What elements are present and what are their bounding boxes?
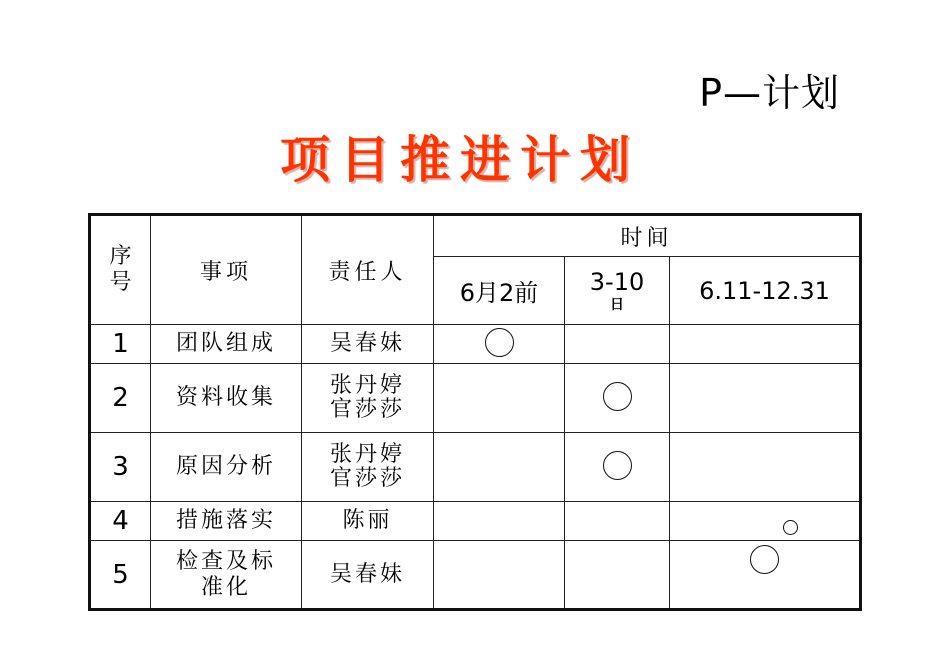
row-number: 3 [90, 433, 151, 502]
row-period-2 [565, 502, 670, 541]
table-row [90, 433, 861, 502]
row-period-3 [670, 364, 861, 433]
row-period-3 [670, 502, 861, 541]
row-task: 原因分析 [151, 433, 302, 502]
planned-circle-icon [783, 520, 798, 535]
header-period-3: 6.11-12.31 [670, 257, 861, 325]
row-owner: 陈丽 [302, 502, 434, 541]
table-row [90, 502, 861, 541]
plan-table [88, 213, 862, 611]
row-owner: 张丹婷 官莎莎 [302, 433, 434, 502]
row-period-1 [434, 364, 565, 433]
row-period-2 [565, 541, 670, 610]
row-number: 4 [90, 502, 151, 541]
row-period-1 [434, 433, 565, 502]
row-period-2 [565, 433, 670, 502]
row-period-1 [434, 541, 565, 610]
planned-circle-icon [750, 545, 779, 574]
table-row [90, 541, 861, 610]
row-period-1 [434, 325, 565, 364]
row-period-2 [565, 364, 670, 433]
row-period-3 [670, 541, 861, 610]
planned-circle-icon [603, 451, 632, 480]
row-period-3 [670, 325, 861, 364]
phase-label: P—计划 [699, 71, 840, 115]
header-period-2: 3-10 日 [565, 257, 670, 325]
row-period-1 [434, 502, 565, 541]
header-time: 时间 [434, 215, 861, 257]
row-task: 措施落实 [151, 502, 302, 541]
header-seq: 序号 [90, 215, 151, 325]
row-task: 检查及标 准化 [151, 541, 302, 610]
row-number: 1 [90, 325, 151, 364]
row-owner: 张丹婷 官莎莎 [302, 364, 434, 433]
header-period-1: 6月2前 [434, 257, 565, 325]
row-number: 5 [90, 541, 151, 610]
row-owner: 吴春妹 [302, 541, 434, 610]
row-task: 团队组成 [151, 325, 302, 364]
planned-circle-icon [485, 328, 514, 357]
page-title: 项目推进计划 [280, 131, 640, 189]
row-period-3 [670, 433, 861, 502]
header-item: 事项 [151, 215, 302, 325]
row-period-2 [565, 325, 670, 364]
row-task: 资料收集 [151, 364, 302, 433]
row-owner: 吴春妹 [302, 325, 434, 364]
header-owner: 责任人 [302, 215, 434, 325]
table-row [90, 364, 861, 433]
table-row [90, 325, 861, 364]
row-number: 2 [90, 364, 151, 433]
planned-circle-icon [603, 382, 632, 411]
